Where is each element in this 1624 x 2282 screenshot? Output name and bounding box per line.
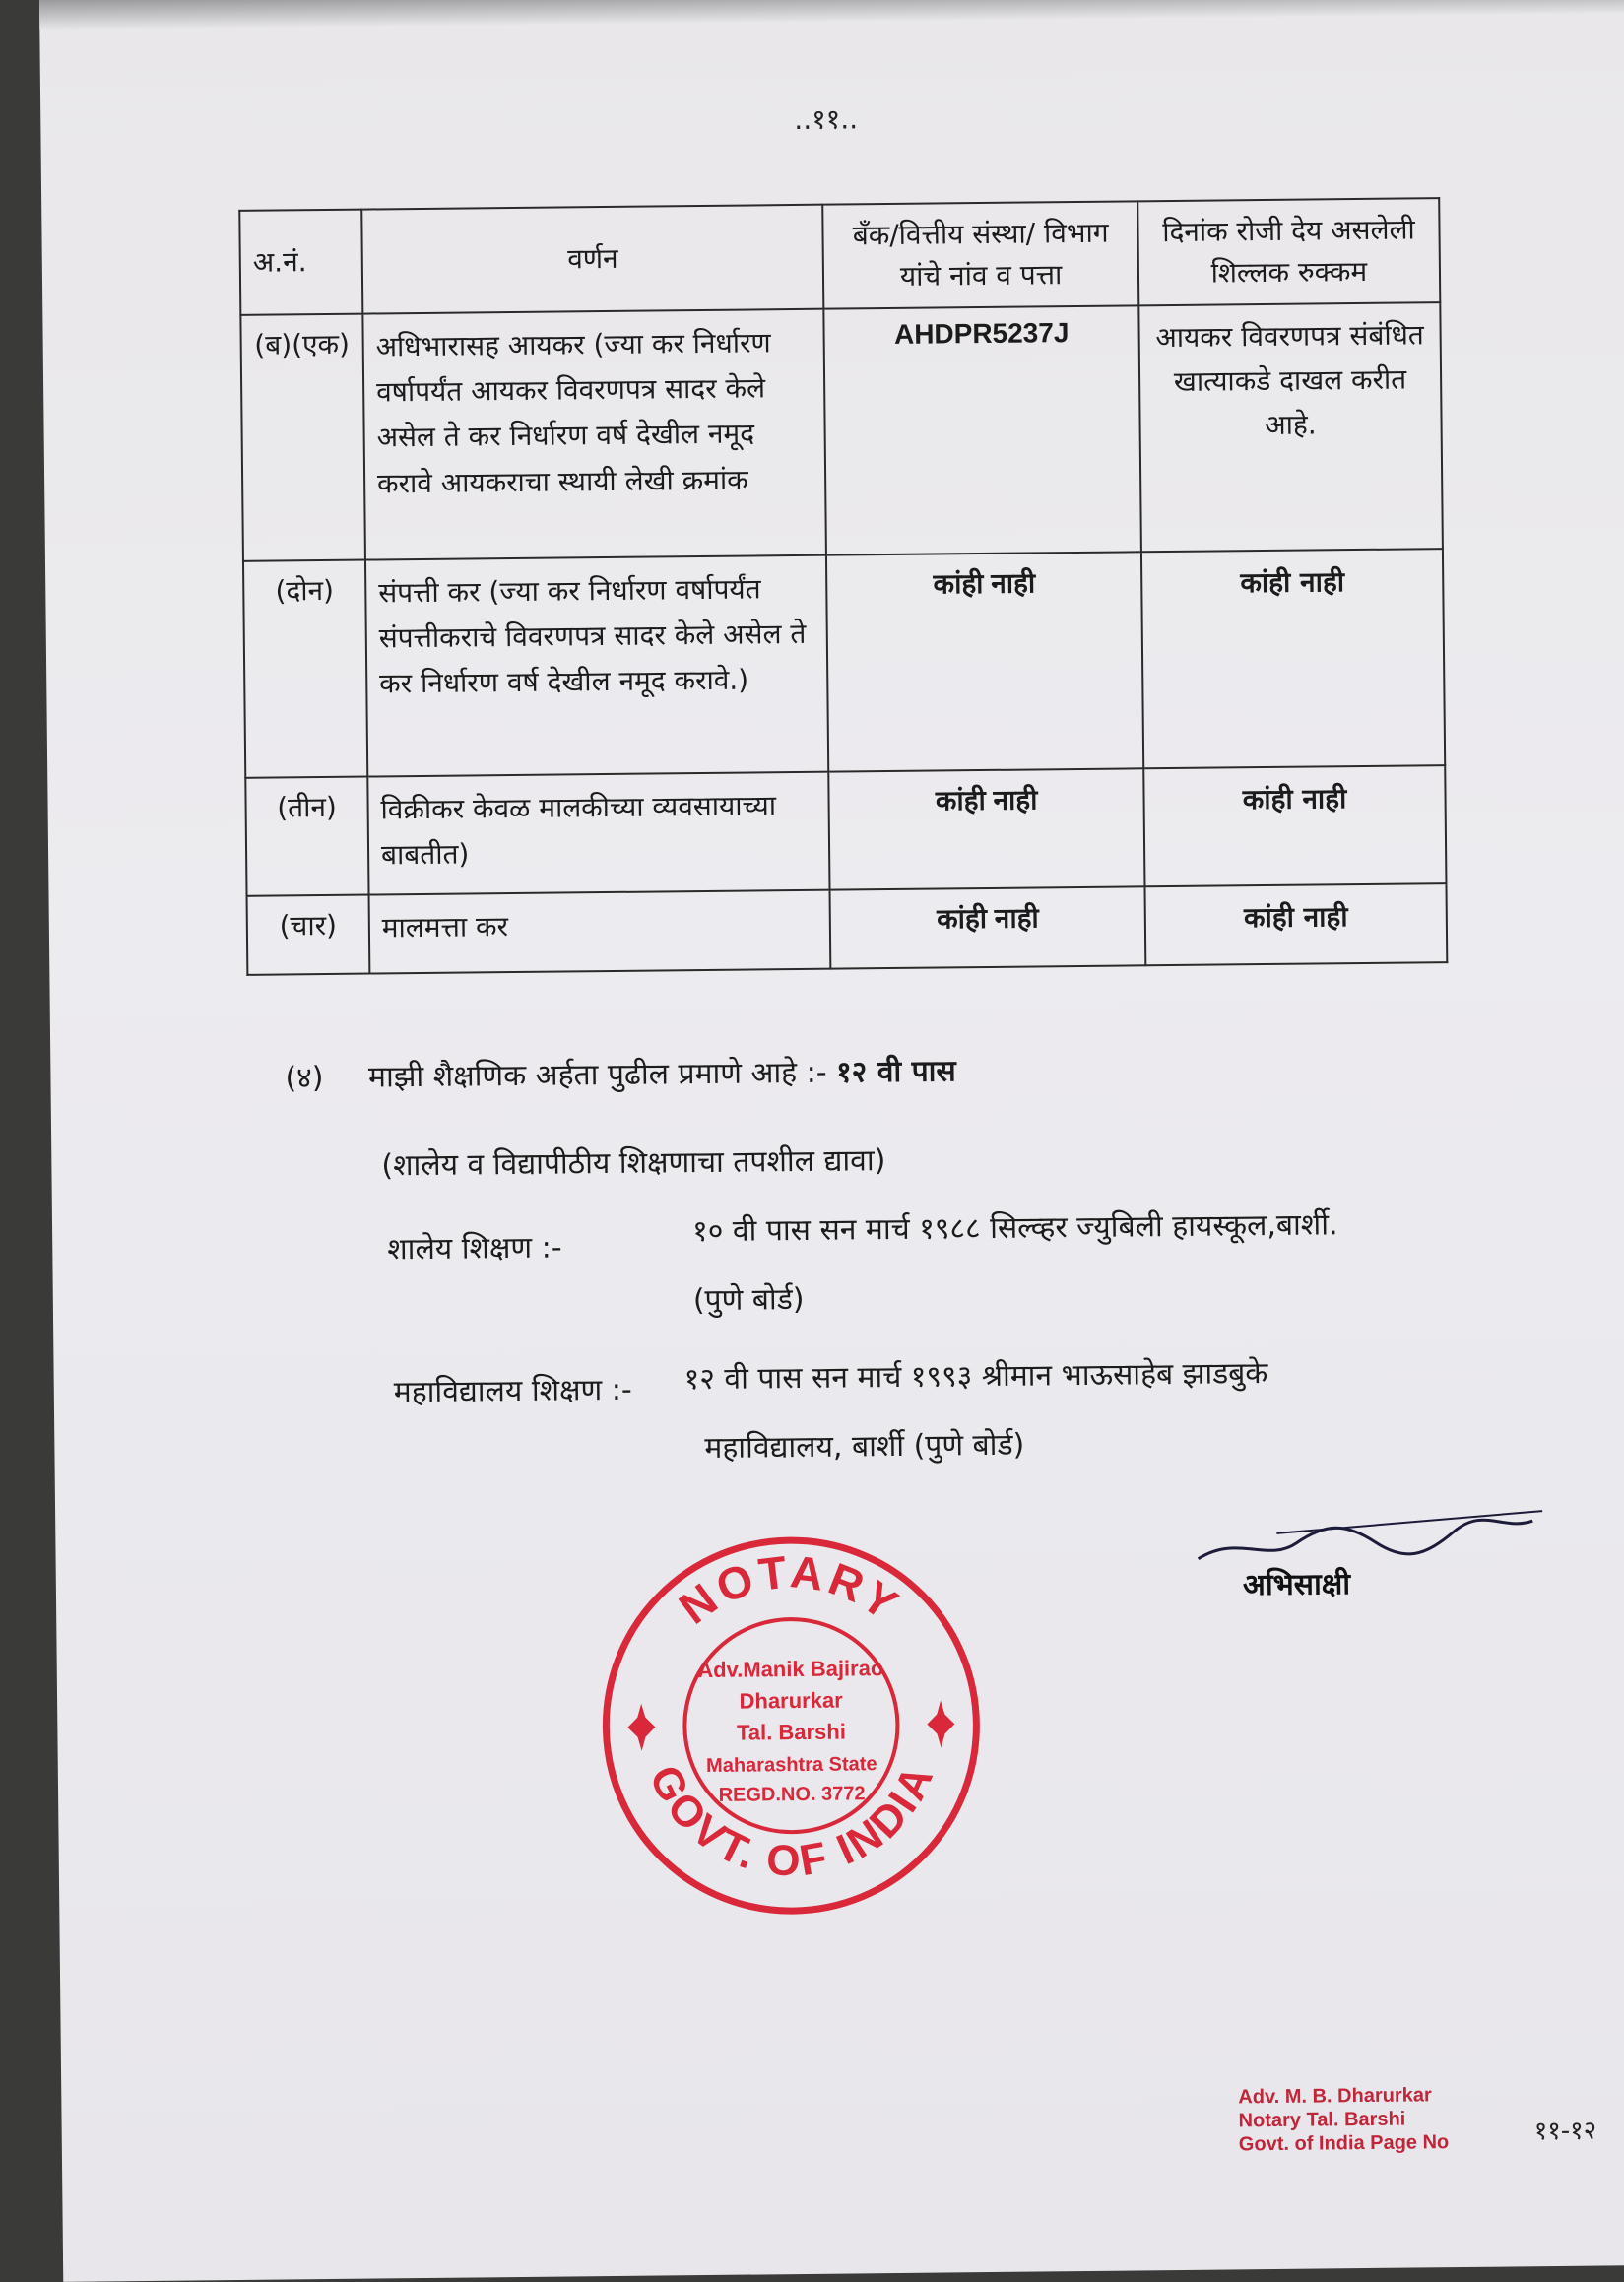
row-bank: कांही नाही <box>826 552 1143 771</box>
row-bank: कांही नाही <box>830 886 1145 968</box>
notary-stamp <box>592 1527 990 1924</box>
row-amt: कांही नाही <box>1144 883 1447 965</box>
stamp-line-4: Maharashtra State <box>705 1753 877 1778</box>
stamp-top-text: NOTARY <box>669 1545 911 1634</box>
row-bank: AHDPR5237J <box>824 305 1141 554</box>
table-header-row <box>239 198 1440 315</box>
education-text: माझी शैक्षणिक अर्हता पुढील प्रमाणे आहे :- <box>367 1055 827 1095</box>
row-desc: अधिभारासह आयकर (ज्या कर निर्धारण वर्षापर्यंत आयकर विवरणपत्र सादर केले असेल ते कर निर्धारण वर्ष देखील नमूद करावे आयकराचा स्थायी लेखी क्रमांक <box>362 309 826 560</box>
school-line-2: (पुणे बोर्ड) <box>692 1281 805 1319</box>
education-qualification: १२ वी पास <box>835 1054 956 1090</box>
stamp-line-2: Dharurkar <box>739 1687 843 1714</box>
row-sr: (ब)(एक) <box>240 314 365 561</box>
education-heading <box>285 1049 956 1096</box>
notary-footer-line-3: Govt. of India Page No <box>1238 2131 1450 2156</box>
table-row <box>243 549 1445 778</box>
document-page <box>39 0 1624 2282</box>
row-sr: (तीन) <box>245 777 368 896</box>
table-row <box>245 765 1446 896</box>
row-amt: आयकर विवरणपत्र संबंधित खात्याकडे दाखल करीत आहे. <box>1138 302 1443 552</box>
stamp-line-3: Tal. Barshi <box>736 1719 847 1745</box>
table-row <box>247 883 1448 975</box>
row-sr: (दोन) <box>243 560 367 778</box>
row-desc: विक्रीकर केवळ मालकीच्या व्यवसायाच्या बाबतीत) <box>367 772 830 895</box>
header-amt: दिनांक रोजी देय असलेली शिल्लक रुक्कम <box>1137 198 1440 305</box>
stamp-line-5: REGD.NO. 3772 <box>718 1783 866 1806</box>
row-bank: कांही नाही <box>829 768 1145 889</box>
notary-footer-line-2: Notary Tal. Barshi <box>1238 2108 1406 2132</box>
row-desc: संपत्ती कर (ज्या कर निर्धारण वर्षापर्यंत संपत्तीकराचे विवरणपत्र सादर केले असेल ते कर निर्धारण वर्ष देखील नमूद करावे.) <box>365 555 829 777</box>
school-label: शालेय शिक्षण :- <box>387 1230 562 1268</box>
row-amt: कांही नाही <box>1141 549 1445 768</box>
handwritten-signature <box>1178 1501 1553 1574</box>
college-line-2: महाविद्यालय, बार्शी (पुणे बोर्ड) <box>704 1427 1025 1467</box>
education-note: (शालेय व विद्यापीठीय शिक्षणाचा तपशील द्यावा) <box>381 1143 886 1184</box>
signature-label: अभिसाक्षी <box>1242 1567 1351 1603</box>
stamp-line-1: Adv.Manik Bajirao <box>697 1656 884 1683</box>
page-reference: ११-१२ <box>1533 2116 1597 2147</box>
education-number: (४) <box>285 1061 324 1096</box>
notary-footer <box>1238 2083 1449 2156</box>
stamp-star-left <box>627 1704 656 1751</box>
college-label: महाविद्यालय शिक्षण :- <box>393 1372 632 1410</box>
stamp-star-right <box>927 1700 955 1747</box>
stamp-bottom-text: GOVT. OF INDIA <box>639 1755 944 1886</box>
page-number: ..११.. <box>794 102 859 136</box>
row-desc: मालमत्ता कर <box>368 890 830 974</box>
college-line-1: १२ वी पास सन मार्च १९९३ श्रीमान भाऊसाहेब झाडबुके <box>683 1356 1268 1398</box>
header-desc: वर्णन <box>361 205 824 314</box>
page-top-shadow <box>39 0 1624 30</box>
notary-footer-line-1: Adv. M. B. Dharurkar <box>1238 2084 1432 2109</box>
table-row <box>240 302 1443 561</box>
school-line-1: १० वी पास सन मार्च १९८८ सिल्व्हर ज्युबिली हायस्कूल,बार्शी. <box>691 1207 1338 1250</box>
liabilities-table <box>238 197 1448 976</box>
row-amt: कांही नाही <box>1143 765 1446 886</box>
row-sr: (चार) <box>247 895 370 975</box>
header-sr: अ.नं. <box>239 210 362 315</box>
header-bank: बँक/वित्तीय संस्था/ विभाग यांचे नांव व पत्ता <box>823 201 1139 308</box>
